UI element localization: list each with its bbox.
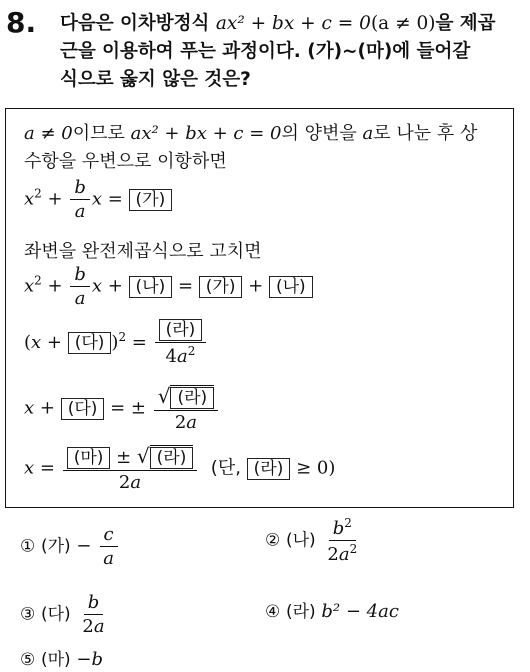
solution-line-2: 수항을 우변으로 이항하면 — [24, 151, 227, 172]
blank-ma: (마) — [67, 447, 111, 469]
blank-ga-2: (가) — [199, 276, 243, 298]
choice-3[interactable]: ③ (다) $\frac{b}{2a}$ — [20, 592, 105, 637]
blank-da: (다) — [68, 332, 112, 354]
condition-a-nonzero: a ≠ 0 — [24, 123, 73, 144]
var-a: a — [362, 123, 374, 144]
prompt-equation: ax² + bx + c = 0 — [215, 13, 371, 34]
problem-prompt — [60, 10, 515, 94]
blank-ga: (가) — [129, 189, 173, 211]
text-because: 이므로 — [72, 123, 131, 144]
choice-4[interactable]: ④ (라) b² − 4ac — [265, 601, 399, 622]
condition-suffix: ≥ 0) — [296, 457, 336, 479]
text-divide: 로 나눈 후 상 — [373, 123, 478, 144]
step-5-equation: x = $\frac{\text{(마) ± √ (라)}}{2a}$ (단, (라) ≥ 0) — [24, 444, 336, 493]
choice-2[interactable]: ② (나) $\frac{b^2}{2a^2}$ — [265, 516, 358, 565]
blank-ra-4: (라) — [247, 458, 291, 480]
equation-inline: ax² + bx + c = 0 — [130, 123, 282, 144]
blank-ra-2: (라) — [170, 387, 214, 409]
prompt-text-2: 근을 이용하여 푸는 과정이다. (가)~(마)에 들어갈 — [60, 41, 471, 62]
prompt-text-3: 식으로 옳지 않은 것은? — [60, 69, 251, 90]
choice-5-expr: −b — [76, 649, 104, 670]
solution-line-1 — [24, 119, 477, 145]
step-1-equation: $x^2$ + $\frac{b}{a}$ x = (가) — [24, 177, 172, 222]
blank-da-2: (다) — [61, 398, 105, 420]
prompt-condition: (a ≠ 0) — [370, 13, 436, 34]
text-both-sides: 의 양변을 — [281, 123, 363, 144]
problem-number: 8. — [6, 6, 37, 39]
choice-5[interactable]: ⑤ (마) −b — [20, 649, 104, 670]
solution-box — [5, 108, 514, 508]
blank-ra-3: (라) — [150, 447, 194, 469]
step-2-equation: $x^2$ + $\frac{b}{a}$ x + (나) = (가) + (나) — [24, 264, 313, 309]
choice-4-expr: b² − 4ac — [321, 601, 399, 622]
blank-na: (나) — [129, 276, 173, 298]
blank-na-2: (나) — [269, 276, 313, 298]
step-4-equation: x + (다) = ± $\frac{\text{√ (라)}}{2a}$ — [24, 384, 220, 433]
solution-line-4: 좌변을 완전제곱식으로 고치면 — [24, 241, 262, 262]
blank-ra: (라) — [159, 319, 203, 341]
choice-1[interactable]: ① (가) − $\frac{c}{a}$ — [20, 524, 120, 569]
prompt-text-1: 다음은 이차방정식 — [60, 13, 216, 34]
step-3-equation: (x + (다) )$^2$ = $\frac{\text{(라)}}{4a^2}$ — [24, 319, 208, 367]
condition-prefix: (단, — [210, 457, 241, 479]
prompt-text-1b: 을 제곱 — [435, 13, 496, 34]
